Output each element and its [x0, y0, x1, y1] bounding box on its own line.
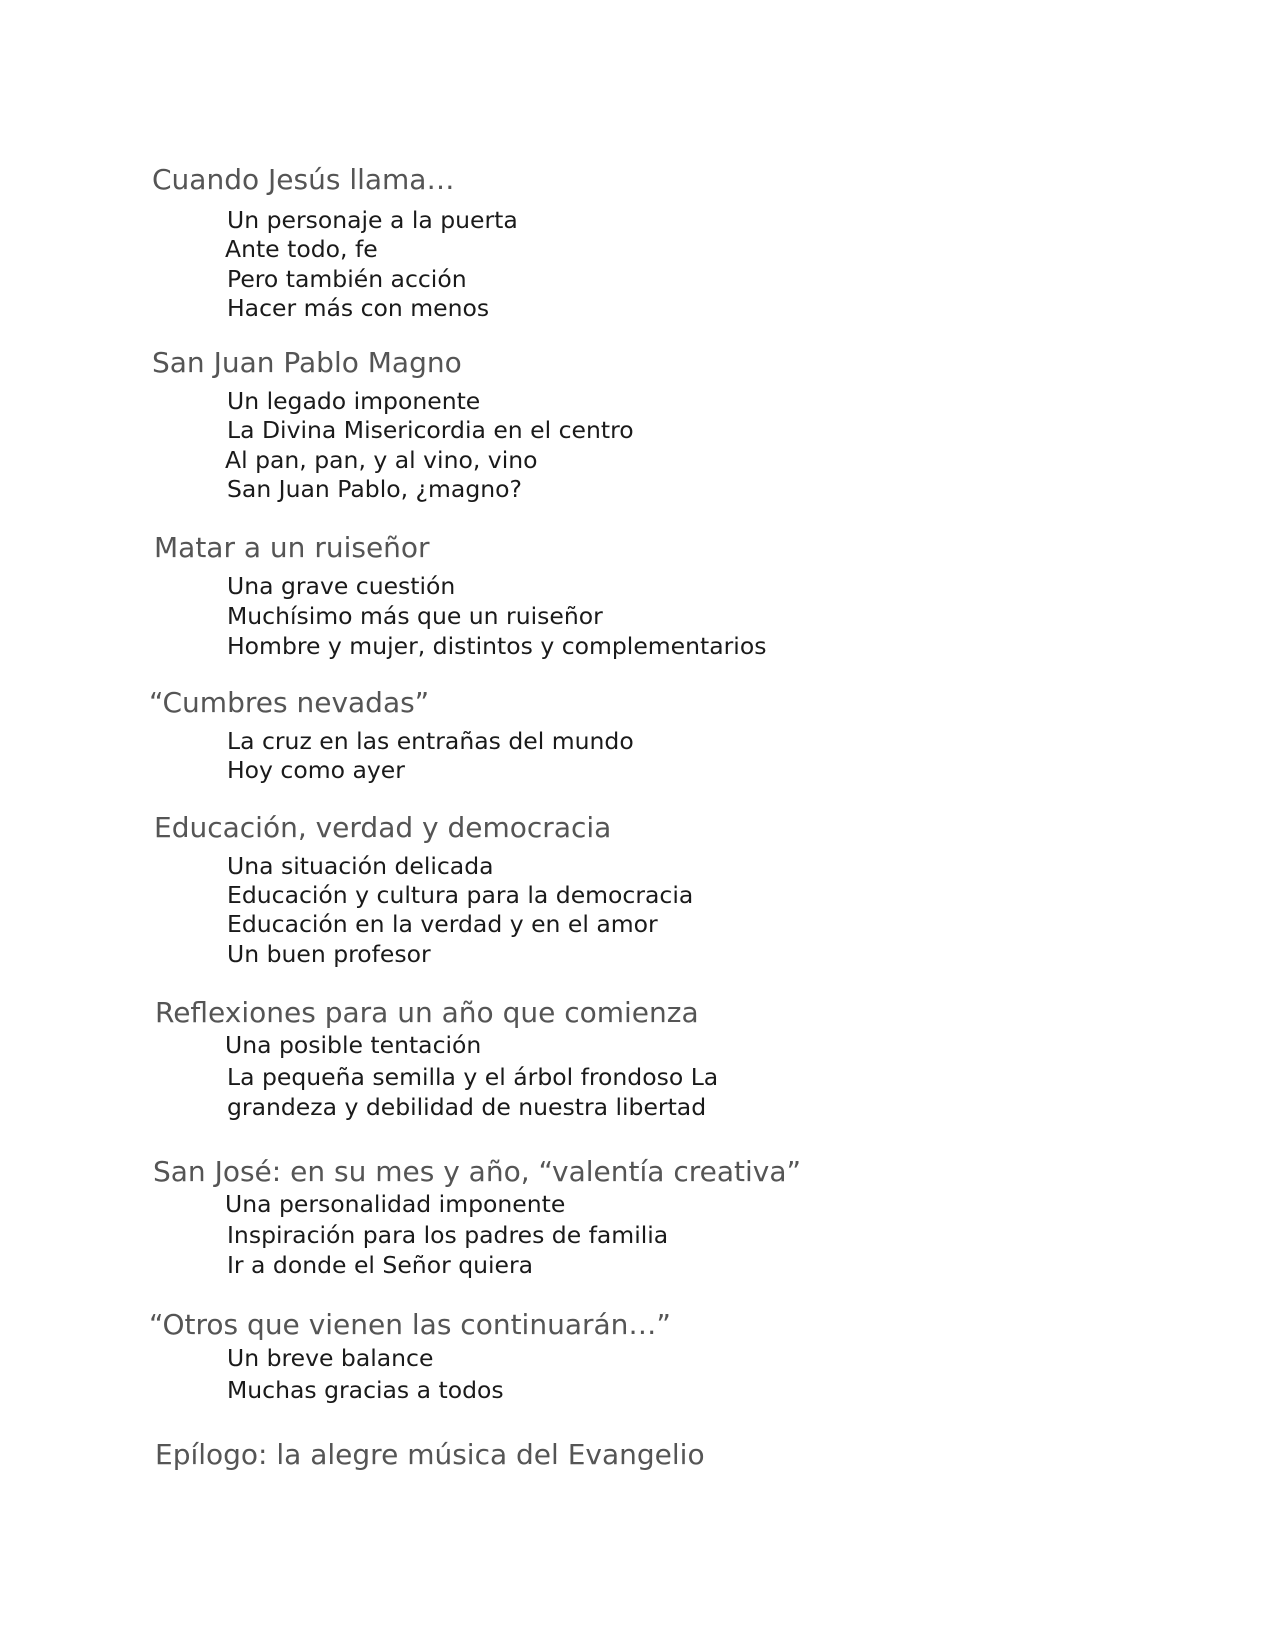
section-heading: Educación, verdad y democracia: [154, 811, 612, 844]
section-item: Pero también acción: [227, 265, 467, 293]
section-item: San Juan Pablo, ¿magno?: [227, 475, 522, 503]
section-item: grandeza y debilidad de nuestra libertad: [227, 1093, 707, 1121]
section-item: La cruz en las entrañas del mundo: [227, 727, 634, 755]
section-item: Muchas gracias a todos: [227, 1376, 504, 1404]
section-item: Ante todo, fe: [225, 235, 378, 263]
section-item: Una posible tentación: [225, 1031, 482, 1059]
section-heading: Matar a un ruiseñor: [154, 531, 430, 564]
section-item: Un breve balance: [227, 1344, 434, 1372]
section-item: Al pan, pan, y al vino, vino: [225, 446, 538, 474]
section-item: Ir a donde el Señor quiera: [227, 1251, 534, 1279]
section-item: Un buen profesor: [227, 940, 431, 968]
section-item: Educación y cultura para la democracia: [227, 881, 694, 909]
section-heading: “Cumbres nevadas”: [149, 686, 430, 719]
section-item: Inspiración para los padres de familia: [227, 1221, 669, 1249]
section-heading: San Juan Pablo Magno: [152, 346, 462, 379]
section-item: Muchísimo más que un ruiseñor: [227, 602, 603, 630]
section-item: Hoy como ayer: [227, 756, 405, 784]
section-item: La Divina Misericordia en el centro: [227, 416, 634, 444]
section-item: Hacer más con menos: [227, 294, 490, 322]
section-heading: San José: en su mes y año, “valentía creativa”: [153, 1155, 801, 1188]
section-item: La pequeña semilla y el árbol frondoso La: [227, 1063, 719, 1091]
section-item: Educación en la verdad y en el amor: [227, 910, 658, 938]
section-heading: Reflexiones para un año que comienza: [155, 996, 699, 1029]
section-heading: Cuando Jesús llama…: [152, 163, 455, 196]
section-heading: Epílogo: la alegre música del Evangelio: [155, 1438, 705, 1471]
section-item: Una personalidad imponente: [225, 1190, 566, 1218]
section-item: Una grave cuestión: [227, 572, 456, 600]
section-item: Una situación delicada: [227, 852, 494, 880]
section-heading: “Otros que vienen las continuarán…”: [149, 1308, 671, 1341]
section-item: Un legado imponente: [227, 387, 481, 415]
section-item: Hombre y mujer, distintos y complementarios: [227, 632, 767, 660]
section-item: Un personaje a la puerta: [227, 206, 518, 234]
